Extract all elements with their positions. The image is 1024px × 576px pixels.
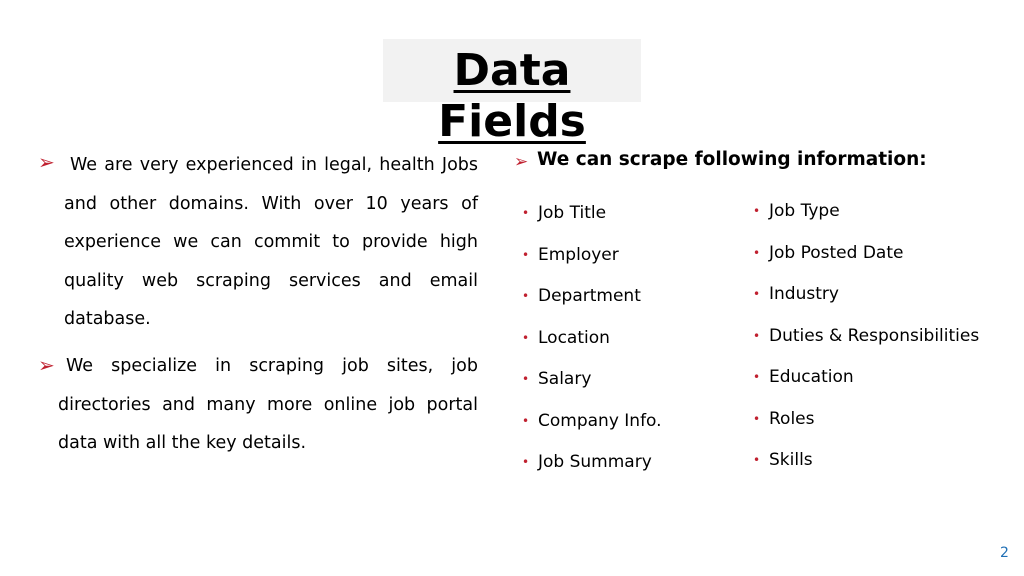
dot-bullet-icon: • bbox=[753, 328, 761, 343]
page-number: 2 bbox=[1000, 545, 1009, 561]
dot-bullet-icon: • bbox=[753, 411, 761, 426]
dot-bullet-icon: • bbox=[522, 455, 530, 469]
scrape-heading: We can scrape following information: bbox=[537, 149, 927, 170]
specialize-text: We specialize in scraping job sites, job directories and many more online job portal data with all the key details. bbox=[58, 356, 478, 453]
dot-bullet-icon: • bbox=[522, 330, 530, 345]
arrow-bullet-icon: ➢ bbox=[514, 152, 529, 172]
specialize-paragraph bbox=[58, 347, 478, 463]
dot-bullet-icon: • bbox=[522, 206, 530, 220]
arrow-bullet-icon: ➢ bbox=[38, 150, 55, 174]
dot-bullet-icon: • bbox=[522, 372, 530, 386]
dot-bullet-icon: • bbox=[753, 370, 761, 384]
experience-text: We are very experienced in legal, health Jobs and other domains. With over 10 years of experience we can commit to provide high quality web scraping services and email database. bbox=[64, 155, 478, 329]
dot-bullet-icon: • bbox=[522, 247, 530, 262]
dot-bullet-icon: • bbox=[753, 204, 761, 218]
dot-bullet-icon: • bbox=[522, 413, 530, 428]
title-banner bbox=[383, 39, 641, 147]
dot-bullet-icon: • bbox=[522, 289, 530, 303]
arrow-bullet-icon: ➢ bbox=[38, 353, 55, 377]
page-title: Data Fields bbox=[438, 45, 586, 147]
experience-paragraph bbox=[64, 146, 478, 339]
dot-bullet-icon: • bbox=[753, 245, 761, 260]
dot-bullet-icon: • bbox=[753, 287, 761, 301]
dot-bullet-icon: • bbox=[753, 453, 761, 467]
